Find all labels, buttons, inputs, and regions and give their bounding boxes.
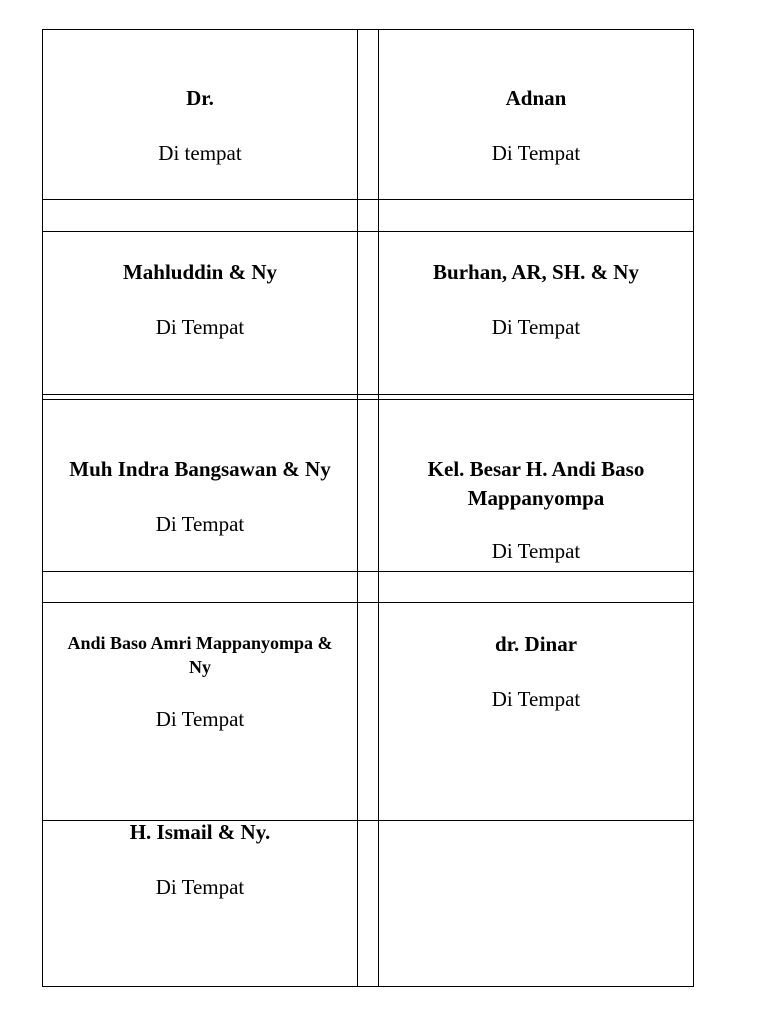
row-divider (42, 231, 694, 232)
label-cell (43, 455, 357, 537)
column-divider (357, 29, 358, 987)
recipient-name: Adnan (505, 86, 567, 110)
recipient-place: Di Tempat (155, 512, 245, 536)
recipient-place: Di Tempat (491, 141, 581, 165)
recipient-name: Kel. Besar H. Andi Baso Mappanyompa (427, 457, 645, 510)
row-divider (42, 602, 694, 603)
recipient-name: Andi Baso Amri Mappanyompa & Ny (67, 633, 333, 677)
recipient-place: Di tempat (158, 141, 242, 165)
label-cell (43, 818, 357, 900)
recipient-name: Mahluddin & Ny (122, 260, 278, 284)
recipient-name: H. Ismail & Ny. (129, 820, 271, 844)
recipient-name: Muh Indra Bangsawan & Ny (69, 457, 331, 481)
row-divider (42, 394, 694, 395)
recipient-place: Di Tempat (491, 687, 581, 711)
label-cell (379, 258, 693, 340)
recipient-place: Di Tempat (155, 875, 245, 899)
row-divider (42, 199, 694, 200)
table-border-right (693, 29, 694, 987)
label-cell (43, 258, 357, 340)
recipient-place: Di Tempat (155, 315, 245, 339)
label-cell (379, 84, 693, 166)
table-border-top (42, 29, 694, 30)
recipient-place: Di Tempat (491, 315, 581, 339)
label-cell (43, 631, 357, 732)
table-border-bottom (42, 986, 694, 987)
row-divider (42, 571, 694, 572)
recipient-place: Di Tempat (155, 707, 245, 731)
recipient-name: dr. Dinar (494, 632, 578, 656)
label-cell (43, 84, 357, 166)
label-cell (379, 455, 693, 564)
recipient-place: Di Tempat (491, 539, 581, 563)
recipient-name: Burhan, AR, SH. & Ny (433, 260, 639, 284)
row-divider (42, 399, 694, 400)
recipient-name: Dr. (186, 86, 214, 110)
label-cell (379, 630, 693, 712)
